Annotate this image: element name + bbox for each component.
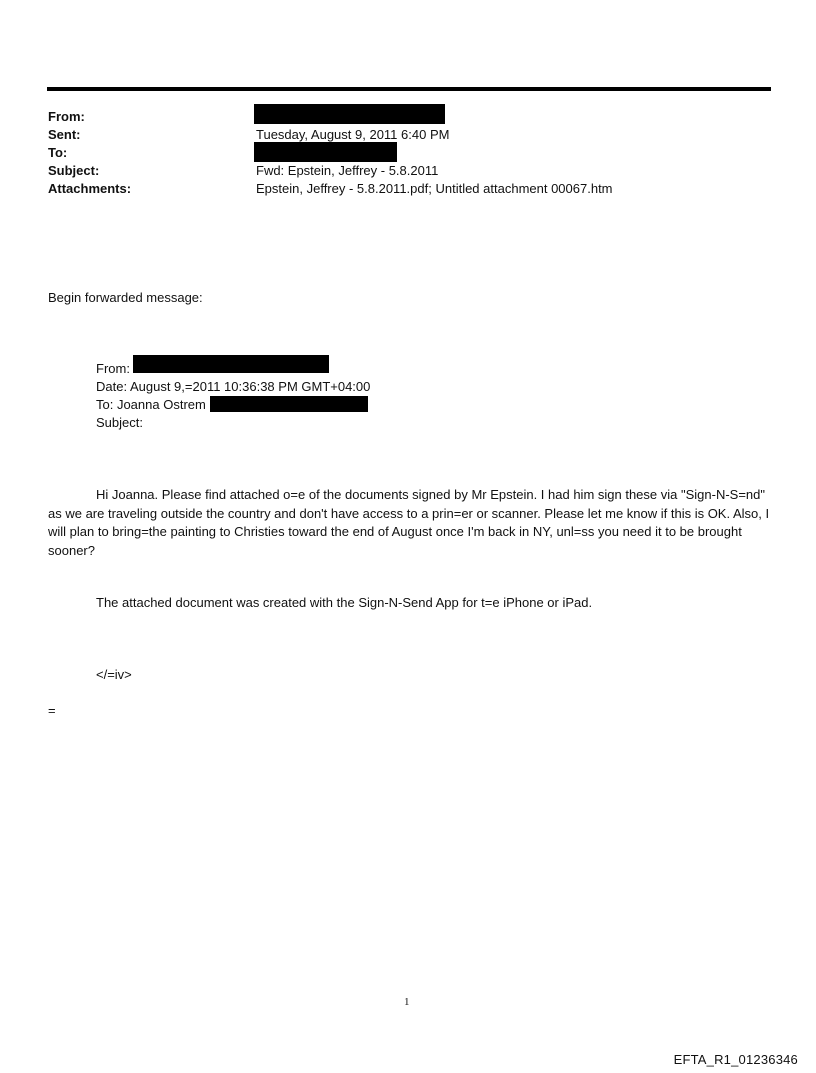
equals-artifact: = [48,703,56,718]
begin-forwarded-message: Begin forwarded message: [48,290,203,305]
forwarded-to-label: To: Joanna Ostrem [96,397,206,412]
to-label: To: [48,145,68,160]
document-id: EFTA_R1_01236346 [673,1052,798,1067]
attachments-label: Attachments: [48,181,132,196]
div-close-artifact: </=iv> [96,667,132,682]
sent-value: Tuesday, August 9, 2011 6:40 PM [256,127,450,142]
subject-label: Subject: [48,163,100,178]
redacted-forwarded-from [133,355,329,373]
redacted-to-address [254,142,397,162]
page-number: 1 [404,996,410,1008]
attachments-value: Epstein, Jeffrey - 5.8.2011.pdf; Untitled attachment 00067.htm [256,181,613,196]
forwarded-subject-label: Subject: [96,415,143,430]
forwarded-from-label: From: [96,361,130,376]
from-label: From: [48,109,85,124]
sent-label: Sent: [48,127,81,142]
sign-n-send-note: The attached document was created with the Sign-N-Send App for t=e iPhone or iPad. [96,595,593,610]
forwarded-date: Date: August 9,=2011 10:36:38 PM GMT+04:00 [96,379,371,394]
subject-value: Fwd: Epstein, Jeffrey - 5.8.2011 [256,163,439,178]
message-paragraph: Hi Joanna. Please find attached o=e of the documents signed by Mr Epstein. I had him sign these via "Sign-N-S=nd" as we are traveling outside the country and don't have access to a prin=er or scanner. Please let me know if this is OK. Also, I will plan to bring=the painting to Christies toward the end of August once I'm back in NY, unl=ss you need it to be brought sooner? [48,487,770,558]
redacted-from-address [254,104,445,124]
redacted-forwarded-to [210,396,368,412]
header-rule [47,87,771,91]
